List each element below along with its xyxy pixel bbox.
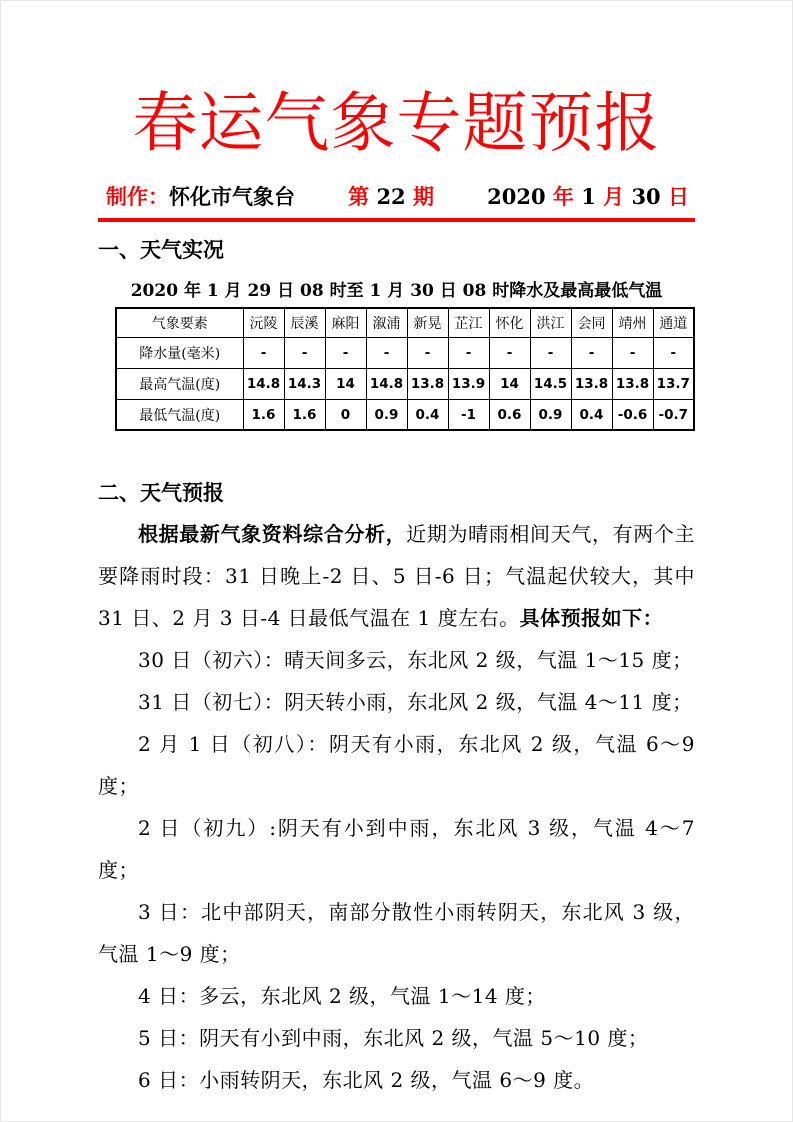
cell-value: 0.9 <box>366 399 407 430</box>
col-header-city: 麻阳 <box>325 308 366 337</box>
cell-value: 13.8 <box>571 368 612 399</box>
forecast-line-feb3: 3 日：北中部阴天，南部分散性小雨转阴天，东北风 3 级，气温 1～9 度； <box>98 899 695 966</box>
date-day-unit: 日 <box>660 184 689 209</box>
cell-value: - <box>407 337 448 368</box>
cell-value: 14 <box>325 368 366 399</box>
table-row-precipitation <box>116 337 694 368</box>
forecast-line-feb6: 6 日：小雨转阴天，东北风 2 级，气温 6～9 度。 <box>138 1067 595 1092</box>
date-year: 2020 <box>487 184 546 209</box>
cell-value: 13.8 <box>407 368 448 399</box>
forecast-line-day30: 30 日（初六）：晴天间多云，东北风 2 级，气温 1～15 度； <box>138 647 693 672</box>
cell-value: 14.5 <box>530 368 571 399</box>
forecast-line-feb4: 4 日：多云，东北风 2 级，气温 1～14 度； <box>138 983 546 1008</box>
cell-value: 1.6 <box>284 399 325 430</box>
forecast-line-feb1: 2 月 1 日（初八）：阴天有小雨，东北风 2 级，气温 6～9 度； <box>98 731 695 798</box>
col-header-city: 沅陵 <box>243 308 284 337</box>
col-header-city: 新晃 <box>407 308 448 337</box>
cell-value: 13.9 <box>448 368 489 399</box>
col-header-city: 辰溪 <box>284 308 325 337</box>
cell-value: - <box>612 337 653 368</box>
intro-body-text: 近期为晴雨相间天气，有两个主要降雨时段：31 日晚上-2 日、5 日-6 日；气温起伏较大，其中 31 日、2 月 3 日-4 日最低气温在 1 度左右。 <box>98 521 695 630</box>
producer-block <box>106 181 295 211</box>
row-label: 最低气温(度) <box>116 399 243 430</box>
cell-value: 0.9 <box>530 399 571 430</box>
date-block <box>487 181 689 211</box>
producer-name: 怀化市气象台 <box>169 184 295 209</box>
col-header-city: 靖州 <box>612 308 653 337</box>
divider-rule <box>98 218 695 222</box>
producer-label: 制作： <box>106 184 169 209</box>
cell-value: 14.8 <box>366 368 407 399</box>
cell-value: - <box>530 337 571 368</box>
cell-value: - <box>325 337 366 368</box>
forecast-intro-paragraph <box>98 513 695 639</box>
cell-value: 0.6 <box>489 399 530 430</box>
cell-value: 14.8 <box>243 368 284 399</box>
forecast-line-feb5: 5 日：阴天有小到中雨，东北风 2 级，气温 5～10 度； <box>138 1025 649 1050</box>
weather-table <box>115 307 695 431</box>
cell-value: - <box>571 337 612 368</box>
date-year-unit: 年 <box>545 184 582 209</box>
table-row-min-temp <box>116 399 694 430</box>
cell-value: 1.6 <box>243 399 284 430</box>
issue-number: 22 <box>376 184 406 209</box>
intro-lead-bold: 根据最新气象资料综合分析， <box>138 521 407 546</box>
col-header-city: 会同 <box>571 308 612 337</box>
section2-heading: 二、天气预报 <box>98 480 224 506</box>
date-month-unit: 月 <box>595 184 632 209</box>
intro-tail-bold: 具体预报如下： <box>519 605 664 630</box>
meta-row <box>98 181 695 211</box>
main-title: 春运气象专题预报 <box>132 86 661 161</box>
col-header-city: 溆浦 <box>366 308 407 337</box>
cell-value: -1 <box>448 399 489 430</box>
col-header-city: 怀化 <box>489 308 530 337</box>
date-month: 1 <box>581 184 596 209</box>
cell-value: 13.8 <box>612 368 653 399</box>
cell-value: -0.6 <box>612 399 653 430</box>
forecast-line-feb2: 2 日（初九）:阴天有小到中雨，东北风 3 级，气温 4～7 度； <box>98 815 695 882</box>
cell-value: - <box>448 337 489 368</box>
forecast-line-day31: 31 日（初七）：阴天转小雨，东北风 2 级，气温 4～11 度； <box>138 689 693 714</box>
table-header-row <box>116 308 694 337</box>
cell-value: 14 <box>489 368 530 399</box>
cell-value: -0.7 <box>653 399 694 430</box>
row-label: 最高气温(度) <box>116 368 243 399</box>
cell-value: 13.7 <box>653 368 694 399</box>
cell-value: 14.3 <box>284 368 325 399</box>
cell-value: 0.4 <box>571 399 612 430</box>
col-header-element: 气象要素 <box>116 308 243 337</box>
table-row-max-temp <box>116 368 694 399</box>
col-header-city: 通道 <box>653 308 694 337</box>
col-header-city: 洪江 <box>530 308 571 337</box>
cell-value: - <box>489 337 530 368</box>
cell-value: - <box>366 337 407 368</box>
table-title: 2020 年 1 月 29 日 08 时至 1 月 30 日 08 时降水及最高最低气温 <box>130 281 663 302</box>
date-day: 30 <box>631 184 661 209</box>
issue-suffix: 期 <box>405 184 434 209</box>
cell-value: - <box>243 337 284 368</box>
row-label: 降水量(毫米) <box>116 337 243 368</box>
cell-value: 0 <box>325 399 366 430</box>
issue-block <box>348 181 434 211</box>
cell-value: - <box>284 337 325 368</box>
cell-value: - <box>653 337 694 368</box>
issue-prefix: 第 <box>348 184 377 209</box>
col-header-city: 芷江 <box>448 308 489 337</box>
cell-value: 0.4 <box>407 399 448 430</box>
section1-heading: 一、天气实况 <box>98 237 224 262</box>
